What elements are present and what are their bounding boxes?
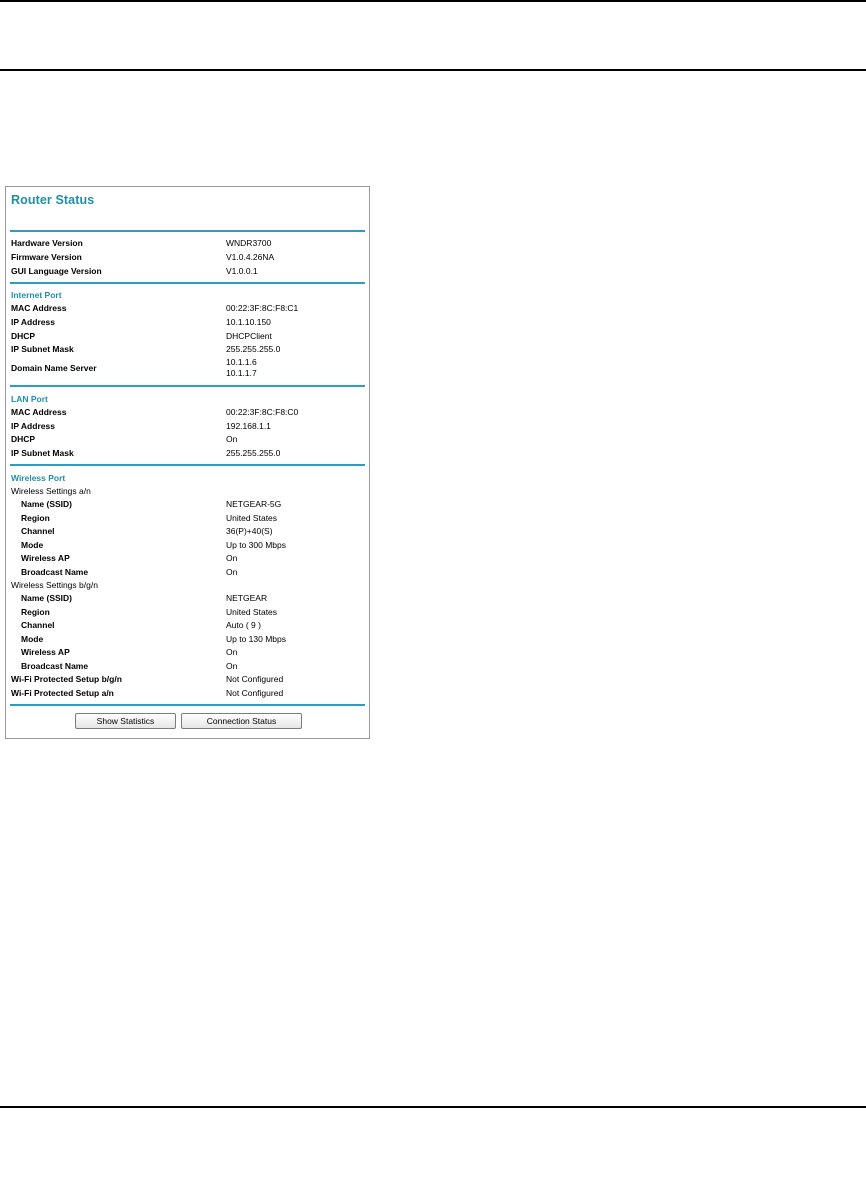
wireless-group-bgn: Wireless Settings b/g/n — [11, 580, 98, 590]
lan-row-subnet: IP Subnet Mask 255.255.255.0 — [11, 448, 281, 458]
info-row-gui-language: GUI Language Version V1.0.0.1 — [11, 266, 258, 276]
internet-row-dns: Domain Name Server 10.1.1.6 10.1.1.7 — [11, 357, 257, 378]
show-statistics-button[interactable]: Show Statistics — [75, 713, 176, 729]
wireless-an-row-broadcast: Broadcast Name On — [21, 567, 238, 577]
router-status-panel — [5, 186, 370, 739]
internet-row-dhcp: DHCP DHCPClient — [11, 331, 272, 341]
page-top-rule — [0, 0, 866, 2]
wireless-an-row-ap: Wireless AP On — [21, 553, 238, 563]
wireless-bgn-row-ap: Wireless AP On — [21, 647, 238, 657]
wireless-bgn-row-channel: Channel Auto ( 9 ) — [21, 620, 261, 630]
wireless-an-row-ssid: Name (SSID) NETGEAR-5G — [21, 499, 282, 509]
wireless-bgn-row-region: Region United States — [21, 607, 278, 617]
wireless-bgn-row-broadcast: Broadcast Name On — [21, 661, 238, 671]
wireless-group-an: Wireless Settings a/n — [11, 486, 91, 496]
separator — [10, 704, 365, 706]
wps-row-an: Wi-Fi Protected Setup a/n Not Configured — [11, 688, 284, 698]
lan-port-title: LAN Port — [11, 394, 48, 404]
separator — [10, 385, 365, 387]
wireless-bgn-row-ssid: Name (SSID) NETGEAR — [21, 593, 268, 603]
internet-row-subnet: IP Subnet Mask 255.255.255.0 — [11, 344, 281, 354]
separator — [10, 464, 365, 466]
connection-status-button[interactable]: Connection Status — [181, 713, 302, 729]
internet-row-ip: IP Address 10.1.10.150 — [11, 317, 271, 327]
page-footer-rule — [0, 1106, 866, 1108]
page-header-rule — [0, 69, 866, 71]
wps-row-bgn: Wi-Fi Protected Setup b/g/n Not Configured — [11, 674, 284, 684]
separator — [10, 282, 365, 284]
wireless-an-row-region: Region United States — [21, 513, 278, 523]
wireless-bgn-row-mode: Mode Up to 130 Mbps — [21, 634, 287, 644]
wireless-an-row-mode: Mode Up to 300 Mbps — [21, 540, 287, 550]
internet-row-mac: MAC Address 00:22:3F:8C:F8:C1 — [11, 303, 299, 313]
wireless-an-row-channel: Channel 36(P)+40(S) — [21, 526, 273, 536]
wireless-port-title: Wireless Port — [11, 473, 66, 483]
lan-row-dhcp: DHCP On — [11, 434, 238, 444]
separator — [10, 230, 365, 232]
lan-row-ip: IP Address 192.168.1.1 — [11, 421, 271, 431]
info-row-firmware: Firmware Version V1.0.4.26NA — [11, 252, 275, 262]
lan-row-mac: MAC Address 00:22:3F:8C:F8:C0 — [11, 407, 299, 417]
internet-port-title: Internet Port — [11, 290, 62, 300]
info-row-hardware: Hardware Version WNDR3700 — [11, 238, 272, 248]
panel-title: Router Status — [11, 193, 95, 207]
